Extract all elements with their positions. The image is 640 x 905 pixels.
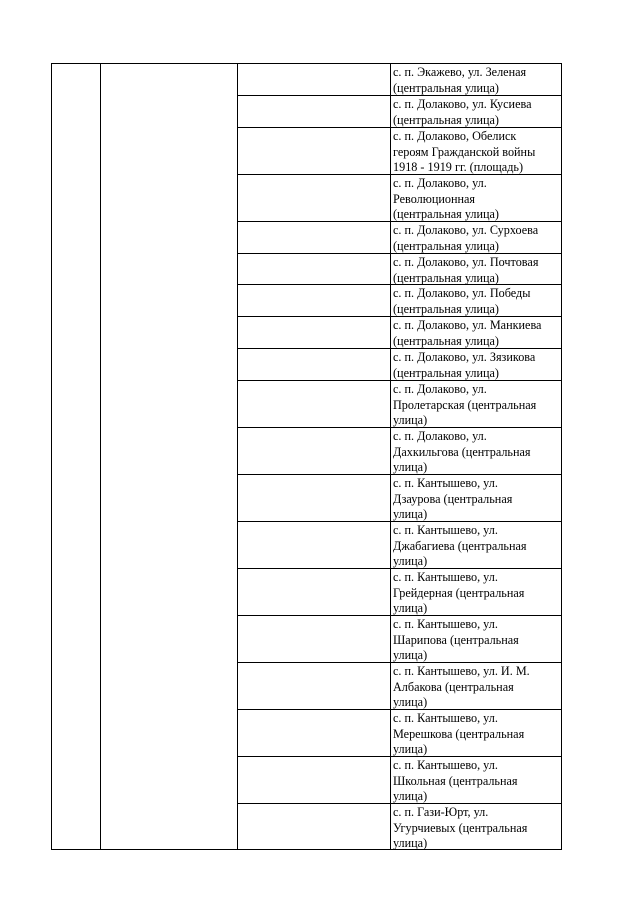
row-separator <box>237 348 562 349</box>
cell-text-line: Революционная <box>393 191 476 206</box>
row-separator <box>237 253 562 254</box>
cell-text-line: Шарипова (центральная <box>393 632 519 647</box>
table-row-location-cell <box>393 523 563 570</box>
cell-text-line: с. п. Кантышево, ул. <box>393 617 498 631</box>
cell-text-line: с. п. Долаково, ул. <box>393 382 487 396</box>
cell-text-line: улица) <box>393 695 428 709</box>
cell-text-line: (центральная улица) <box>393 333 499 348</box>
cell-text-line: (центральная улица) <box>393 112 499 127</box>
row-separator <box>237 474 562 475</box>
column-divider-2 <box>237 63 238 850</box>
row-separator <box>237 709 562 710</box>
row-separator <box>237 221 562 222</box>
table-row-location-cell <box>393 711 563 758</box>
cell-text-line: с. п. Кантышево, ул. <box>393 711 498 725</box>
cell-text-line: героям Гражданской войны <box>393 144 536 159</box>
cell-text-line: улица) <box>393 648 428 662</box>
row-separator <box>237 127 562 128</box>
row-separator <box>237 803 562 804</box>
row-separator <box>237 284 562 285</box>
row-separator <box>237 521 562 522</box>
row-separator <box>237 380 562 381</box>
cell-text-line: улица) <box>393 507 428 521</box>
column-divider-1 <box>100 63 101 850</box>
cell-text-line: (центральная улица) <box>393 365 499 380</box>
table-row-location-cell <box>393 129 563 176</box>
cell-text-line: с. п. Долаково, ул. Почтовая <box>393 255 539 269</box>
table-row-location-cell <box>393 176 563 223</box>
row-separator <box>237 615 562 616</box>
row-separator <box>237 427 562 428</box>
cell-text-line: с. п. Долаково, ул. Зязикова <box>393 350 536 364</box>
table-row-location-cell <box>393 805 563 852</box>
cell-text-line: (центральная улица) <box>393 270 499 285</box>
cell-text-line: с. п. Долаково, ул. Манкиева <box>393 318 542 332</box>
table-row-location-cell <box>393 255 563 286</box>
cell-text-line: с. п. Кантышево, ул. И. М. <box>393 664 530 678</box>
cell-text-line: (центральная улица) <box>393 238 499 253</box>
cell-text-line: Школьная (центральная <box>393 773 518 788</box>
cell-text-line: с. п. Долаково, ул. Победы <box>393 286 531 300</box>
table-row-location-cell <box>393 350 563 381</box>
table-row-location-cell <box>393 617 563 664</box>
cell-text-line: с. п. Кантышево, ул. <box>393 570 498 584</box>
row-separator <box>237 174 562 175</box>
cell-text-line: с. п. Долаково, Обелиск <box>393 129 517 143</box>
cell-text-line: (центральная улица) <box>393 207 499 221</box>
table-row-location-cell <box>393 476 563 523</box>
table-row-location-cell <box>393 97 563 128</box>
cell-text-line: 1918 - 1919 гг. (площадь) <box>393 160 524 174</box>
cell-text-line: с. п. Кантышево, ул. <box>393 523 498 537</box>
cell-text-line: (центральная улица) <box>393 80 499 95</box>
table-row-location-cell <box>393 223 563 254</box>
cell-text-line: Дахкильгова (центральная <box>393 444 531 459</box>
cell-text-line: Джабагиева (центральная <box>393 538 527 553</box>
cell-text-line: с. п. Кантышево, ул. <box>393 476 498 490</box>
cell-text-line: Пролетарская (центральная <box>393 397 537 412</box>
column-divider-3 <box>390 63 391 850</box>
table-row-location-cell <box>393 664 563 711</box>
row-separator <box>237 568 562 569</box>
table-row-location-cell <box>393 758 563 805</box>
cell-text-line: с. п. Долаково, ул. <box>393 429 487 443</box>
table-row-location-cell <box>393 65 563 96</box>
cell-text-line: с. п. Долаково, ул. <box>393 176 487 190</box>
cell-text-line: с. п. Долаково, ул. Кусиева <box>393 97 532 111</box>
cell-text-line: улица) <box>393 554 428 568</box>
cell-text-line: улица) <box>393 601 428 615</box>
cell-text-line: Албакова (центральная <box>393 679 514 694</box>
cell-text-line: с. п. Кантышево, ул. <box>393 758 498 772</box>
cell-text-line: (центральная улица) <box>393 301 499 316</box>
cell-text-line: улица) <box>393 836 428 850</box>
cell-text-line: Грейдерная (центральная <box>393 585 525 600</box>
table-row-location-cell <box>393 429 563 476</box>
row-separator <box>237 316 562 317</box>
cell-text-line: улица) <box>393 742 428 756</box>
cell-text-line: улица) <box>393 789 428 803</box>
cell-text-line: с. п. Гази-Юрт, ул. <box>393 805 489 819</box>
cell-text-line: улица) <box>393 460 428 474</box>
row-separator <box>237 756 562 757</box>
row-separator <box>237 662 562 663</box>
table-row-location-cell <box>393 286 563 317</box>
table-row-location-cell <box>393 382 563 429</box>
cell-text-line: улица) <box>393 413 428 427</box>
cell-text-line: Угурчиевых (центральная <box>393 820 528 835</box>
cell-text-line: с. п. Экажево, ул. Зеленая <box>393 65 527 79</box>
table-row-location-cell <box>393 318 563 349</box>
cell-text-line: Мерешкова (центральная <box>393 726 525 741</box>
cell-text-line: Дзаурова (центральная <box>393 491 513 506</box>
table-row-location-cell <box>393 570 563 617</box>
row-separator <box>237 95 562 96</box>
cell-text-line: с. п. Долаково, ул. Сурхоева <box>393 223 539 237</box>
